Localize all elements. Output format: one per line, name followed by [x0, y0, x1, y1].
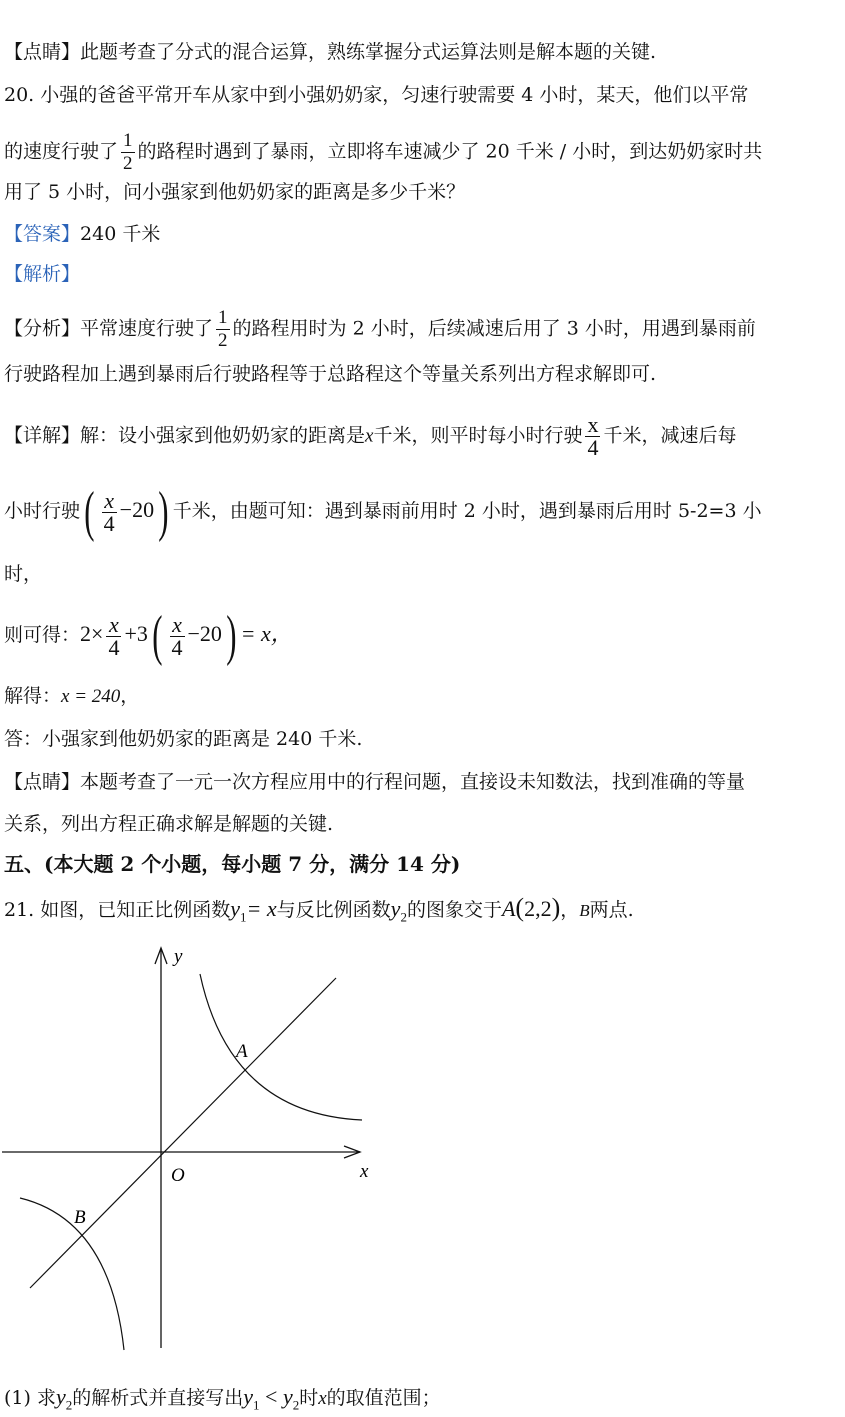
fraction-denominator: 4	[108, 634, 120, 660]
q20-line-2	[4, 130, 762, 175]
fenxi-text: 的路程用时为 2 小时，后续减速后用了 3 小时，用遇到暴雨前	[232, 317, 756, 340]
solve-line	[4, 684, 139, 709]
q21-part1-text: 的解析式并直接写出	[72, 1387, 244, 1409]
left-paren: (	[84, 481, 95, 543]
left-paren: (	[515, 893, 525, 922]
fraction-denominator: 4	[587, 435, 599, 460]
fraction-numerator: x	[587, 412, 599, 437]
ineq-y2-letter: y	[282, 1384, 293, 1409]
q21-text: ，	[560, 899, 580, 921]
fraction-denominator: 2	[218, 330, 228, 351]
fenxi-text: 平常速度行驶了	[80, 317, 214, 340]
xiangjie-line-1	[4, 414, 737, 459]
dianjing-2-line-2: 关系，列出方程正确求解是解题的关键.	[4, 813, 334, 835]
minus-term: −20	[119, 497, 155, 522]
variable-x: x	[318, 1388, 327, 1409]
fraction-numerator: x	[170, 614, 185, 637]
func-y1-subscript: 1	[240, 909, 247, 925]
conclusion-line: 答：小强家到他奶奶家的距离是 240 千米.	[4, 728, 363, 750]
equation-term: +3	[124, 621, 148, 646]
q20-line-1: 20. 小强的爸爸平常开车从家中到小强奶奶家，匀速行驶需要 4 小时，某天，他们以平常	[4, 84, 749, 106]
q20-fraction	[121, 130, 135, 175]
q21-part1-text: 的取值范围；	[326, 1387, 441, 1409]
x-axis-label: x	[360, 1161, 369, 1182]
origin-label: O	[171, 1165, 185, 1186]
solve-end: ，	[120, 685, 140, 707]
answer-tag: 【答案】	[4, 223, 81, 245]
dianjing-2-line-1	[4, 770, 745, 794]
dianjing-tag: 【点睛】	[4, 771, 81, 793]
ineq-y1-letter: y	[243, 1384, 254, 1409]
point-a-graph-label: A	[236, 1041, 248, 1062]
q21-text: 21. 如图，已知正比例函数	[4, 899, 231, 921]
ineq-y2	[282, 1384, 300, 1413]
point-a-label: A	[501, 896, 516, 921]
dianjing-text: 本题考查了一元一次方程应用中的行程问题，直接设未知数法，找到准确的等量	[80, 771, 746, 793]
equation-fraction	[106, 611, 121, 660]
equation-fraction	[170, 611, 185, 660]
equation-line	[4, 605, 293, 667]
y2-symbol	[55, 1384, 73, 1413]
right-paren: )	[158, 481, 169, 543]
point-b-graph-label: B	[74, 1207, 86, 1228]
xiangjie-fraction	[102, 487, 117, 536]
q20-text: 的路程时遇到了暴雨，立即将车速减少了 20 千米 / 小时，到达奶奶家时共	[137, 140, 763, 163]
solve-equation: x = 240	[61, 686, 121, 707]
hyperbola-branch-1	[200, 974, 362, 1120]
xiangjie-line-2	[4, 481, 762, 543]
q21-text: 的图象交于	[406, 899, 502, 921]
func-y2	[390, 896, 407, 925]
solve-label: 解得：	[4, 685, 62, 707]
q20-text: 的速度行驶了	[4, 140, 119, 163]
y2-subscript: 2	[65, 1397, 73, 1413]
fraction-numerator: 1	[218, 307, 228, 328]
fenxi-line-2: 行驶路程加上遇到暴雨后行驶路程等于总路程这个等量关系列出方程求解即可.	[4, 363, 657, 385]
line-y1	[30, 978, 336, 1288]
func-y1-symbol: y	[230, 896, 241, 921]
function-graph	[0, 938, 400, 1358]
fraction-denominator: 4	[103, 510, 115, 536]
fenxi-tag: 【分析】	[4, 317, 81, 340]
q21-line	[4, 893, 634, 929]
xiangjie-text: 千米，由题可知：遇到暴雨前用时 2 小时，遇到暴雨后用时 5-2=3 小	[172, 500, 762, 522]
xiangjie-line-3: 时，	[4, 563, 43, 585]
q21-part1-text: 时	[299, 1387, 319, 1409]
answer-text: 240 千米	[80, 223, 161, 245]
q21-part1-line	[4, 1385, 441, 1417]
less-than-sign: <	[259, 1384, 283, 1409]
minus-term: −20	[187, 621, 222, 646]
ineq-y2-subscript: 2	[292, 1397, 300, 1413]
right-paren: )	[226, 605, 237, 667]
xiangjie-text: 解：设小强家到他奶奶家的距离是	[80, 424, 366, 447]
equation-rhs: = x，	[240, 621, 293, 646]
variable-x: x	[365, 425, 374, 447]
fraction-numerator: 1	[123, 130, 133, 151]
xiangjie-text: 千米，减速后每	[603, 424, 737, 447]
equation-term: 2×	[80, 621, 104, 646]
xiangjie-tag: 【详解】	[4, 424, 81, 447]
dianjing-line-1	[4, 40, 656, 64]
func-y2-subscript: 2	[400, 909, 407, 925]
dianjing-tag: 【点睛】	[4, 41, 81, 63]
point-a-coords: 2,2	[524, 896, 552, 921]
left-paren: (	[152, 605, 163, 667]
q21-text: 两点.	[589, 899, 634, 921]
ineq-y1-subscript: 1	[253, 1397, 260, 1413]
func-y2-symbol: y	[390, 896, 401, 921]
q20-line-3: 用了 5 小时，问小强家到他奶奶家的距离是多少千米？	[4, 181, 466, 203]
fraction-numerator: x	[102, 490, 117, 513]
section-heading: 五、(本大题 2 个小题，每小题 7 分，满分 14 分)	[4, 852, 461, 876]
ineq-y1	[243, 1384, 260, 1413]
fraction-denominator: 2	[123, 153, 133, 174]
xiangjie-text: 小时行驶	[4, 500, 81, 522]
q21-text: 与反比例函数	[276, 899, 391, 921]
fenxi-line-1	[4, 307, 756, 352]
func-y1	[230, 896, 247, 925]
y-axis-label: y	[174, 946, 183, 967]
xiangjie-fraction	[585, 414, 600, 459]
point-b-label: B	[579, 901, 590, 920]
q21-part1-text: (1) 求	[4, 1387, 56, 1409]
hyperbola-branch-2	[20, 1198, 124, 1350]
func-y1-eq: = x	[246, 896, 277, 921]
y2-letter: y	[55, 1384, 66, 1409]
dianjing-text: 此题考查了分式的混合运算，熟练掌握分式运算法则是解本题的关键.	[80, 41, 657, 63]
fenxi-fraction	[216, 307, 230, 352]
jiexi-line	[4, 262, 80, 286]
equation-label: 则可得：	[4, 624, 81, 646]
right-paren: )	[551, 893, 561, 922]
xiangjie-text: 千米，则平时每小时行驶	[373, 424, 583, 447]
fraction-numerator: x	[106, 614, 121, 637]
jiexi-tag: 【解析】	[4, 263, 81, 285]
fraction-denominator: 4	[171, 634, 183, 660]
answer-line	[4, 222, 160, 246]
